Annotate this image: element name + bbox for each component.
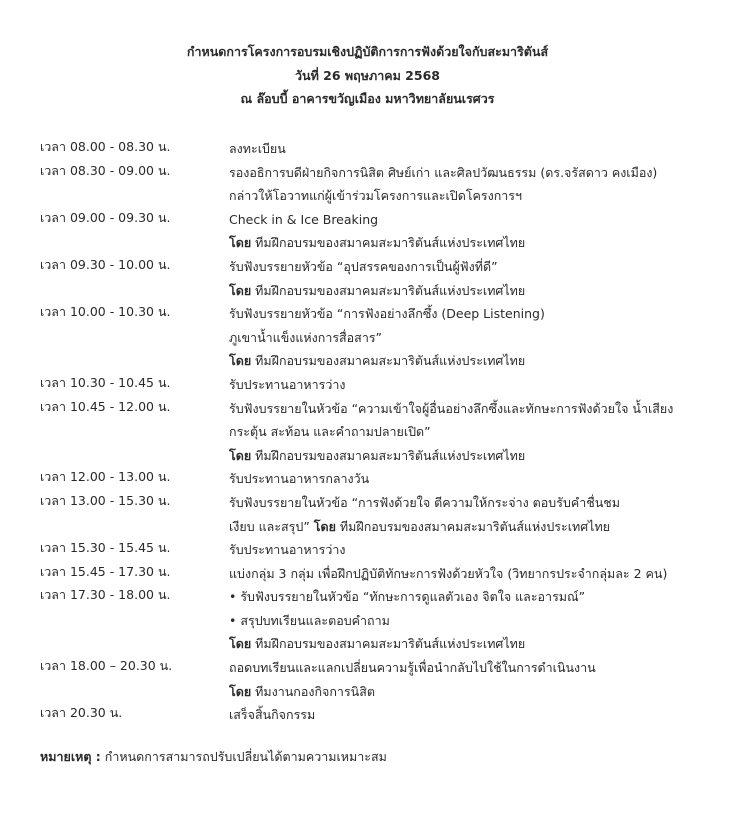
schedule-line-text: ทีมฝึกอบรมของสมาคมสะมาริตันส์แห่งประเทศไทย [255, 353, 526, 369]
schedule-line [229, 349, 730, 373]
schedule-line [229, 538, 730, 562]
schedule-line [229, 656, 730, 680]
schedule-time: เวลา 20.30 น. [40, 705, 123, 721]
schedule-time: เวลา 10.30 - 10.45 น. [40, 374, 171, 390]
schedule-row [40, 562, 730, 586]
schedule-line-text: ทีมฝึกอบรมของสมาคมสะมาริตันส์แห่งประเทศไทย [255, 636, 526, 652]
schedule-details [229, 562, 730, 586]
schedule-line [229, 208, 730, 232]
schedule-line-text: Check in & Ice Breaking [229, 211, 379, 227]
schedule-line-text: ทีมงานกองกิจการนิสิต [255, 683, 375, 699]
schedule-line-text: ทีมฝึกอบรมของสมาคมสะมาริตันส์แห่งประเทศไทย [255, 282, 526, 298]
schedule-line [229, 491, 730, 515]
remark-label: หมายเหตุ : [40, 749, 101, 764]
schedule-row [40, 703, 730, 727]
schedule-line-text: รับฟังบรรยายในหัวข้อ “การฟังด้วยใจ ตีความให้กระจ่าง ตอบรับคำชื่นชม [229, 494, 621, 510]
schedule-time: เวลา 15.30 - 15.45 น. [40, 540, 171, 556]
schedule-line-text: • สรุปบทเรียนและตอบคำถาม [229, 612, 390, 628]
schedule-line-text: ทีมฝึกอบรมของสมาคมสะมาริตันส์แห่งประเทศไทย [255, 235, 526, 251]
schedule-details [229, 302, 730, 373]
schedule-line-text: ลงทะเบียน [229, 141, 286, 156]
schedule-row [40, 255, 730, 302]
schedule-details [229, 137, 730, 161]
by-label: โดย [229, 683, 252, 699]
schedule-row [40, 208, 730, 255]
schedule-line-text: ทีมฝึกอบรมของสมาคมสะมาริตันส์แห่งประเทศไทย [255, 447, 526, 463]
schedule-time: เวลา 17.30 - 18.00 น. [40, 587, 171, 603]
schedule-details [229, 397, 730, 468]
schedule-line-text: • รับฟังบรรยายในหัวข้อ “ทักษะการดูแลตัวเอง จิตใจ และอารมณ์” [229, 589, 586, 605]
schedule-time: เวลา 12.00 - 13.00 น. [40, 469, 171, 485]
schedule-row [40, 538, 730, 562]
schedule-details [229, 491, 730, 538]
schedule-time: เวลา 10.45 - 12.00 น. [40, 398, 171, 414]
schedule-line [229, 609, 730, 633]
schedule-time: เวลา 13.00 - 15.30 น. [40, 492, 171, 508]
schedule-time: เวลา 15.45 - 17.30 น. [40, 563, 171, 579]
schedule-line [229, 326, 730, 350]
schedule-line-text: รองอธิการบดีฝ่ายกิจการนิสิต ศิษย์เก่า และศิลปวัฒนธรรม (ดร.จรัสดาว คงเมือง) [229, 164, 658, 180]
schedule-line-text: เงียบ และสรุป” [229, 518, 310, 534]
schedule-row [40, 656, 730, 703]
schedule-row [40, 585, 730, 656]
document-title: กำหนดการโครงการอบรมเชิงปฏิบัติการการฟังด้วยใจกับสะมาริตันส์ [186, 44, 549, 59]
schedule-line [229, 255, 730, 279]
schedule-line [229, 444, 730, 468]
schedule-row [40, 467, 730, 491]
schedule-line [229, 397, 730, 421]
schedule-time: เวลา 10.00 - 10.30 น. [40, 304, 171, 320]
schedule-line-text: ถอดบทเรียนและแลกเปลี่ยนความรู้เพื่อนำกลับไปใช้ในการดำเนินงาน [229, 660, 596, 676]
schedule-row [40, 161, 730, 208]
schedule-line-text: รับฟังบรรยายหัวข้อ “การฟังอย่างลึกซึ้ง (Deep Listening) [229, 306, 545, 322]
schedule-row [40, 397, 730, 468]
remark [40, 745, 387, 768]
schedule-line-text: รับฟังบรรยายในหัวข้อ “ความเข้าใจผู้อื่นอย่างลึกซึ้งและทักษะการฟังด้วยใจ น้ำเสียง [229, 400, 674, 416]
by-label: โดย [229, 353, 252, 369]
schedule-details [229, 703, 730, 727]
by-label: โดย [229, 235, 252, 251]
schedule-time: เวลา 18.00 – 20.30 น. [40, 658, 173, 674]
schedule-row [40, 373, 730, 397]
schedule-line-text: รับประทานอาหารว่าง [229, 376, 346, 392]
by-label: โดย [229, 282, 252, 298]
schedule-list [40, 137, 730, 727]
document-header [0, 40, 735, 111]
schedule-line [229, 184, 730, 208]
schedule-line-text: รับประทานอาหารกลางวัน [229, 471, 370, 487]
schedule-details [229, 255, 730, 302]
schedule-line-text: รับฟังบรรยายหัวข้อ “อุปสรรคของการเป็นผู้ฟังที่ดี” [229, 258, 498, 274]
schedule-details [229, 656, 730, 703]
schedule-line [229, 279, 730, 303]
schedule-line [229, 137, 730, 161]
schedule-line [229, 703, 730, 727]
schedule-line [229, 467, 730, 491]
schedule-line [229, 585, 730, 609]
schedule-line [229, 680, 730, 704]
schedule-line [229, 373, 730, 397]
by-label: โดย [229, 447, 252, 463]
schedule-details [229, 585, 730, 656]
schedule-line [229, 515, 730, 539]
schedule-line-text: กล่าวให้โอวาทแก่ผู้เข้าร่วมโครงการและเปิดโครงการฯ [229, 188, 523, 204]
schedule-time: เวลา 08.00 - 08.30 น. [40, 139, 171, 154]
by-label: โดย [313, 518, 336, 534]
schedule-row [40, 137, 730, 161]
schedule-row [40, 491, 730, 538]
schedule-line [229, 420, 730, 444]
schedule-time: เวลา 08.30 - 09.00 น. [40, 162, 171, 178]
schedule-details [229, 467, 730, 491]
schedule-line-text: แบ่งกลุ่ม 3 กลุ่ม เพื่อฝึกปฏิบัติทักษะการฟังด้วยหัวใจ (วิทยากรประจำกลุ่มละ 2 คน) [229, 565, 668, 581]
schedule-details [229, 208, 730, 255]
remark-text: กำหนดการสามารถปรับเปลี่ยนได้ตามความเหมาะสม [104, 749, 387, 764]
schedule-time: เวลา 09.30 - 10.00 น. [40, 256, 171, 272]
schedule-line [229, 231, 730, 255]
schedule-details [229, 373, 730, 397]
document-date: วันที่ 26 พฤษภาคม 2568 [295, 67, 440, 83]
schedule-details [229, 538, 730, 562]
schedule-time: เวลา 09.00 - 09.30 น. [40, 209, 171, 225]
schedule-line-text: รับประทานอาหารว่าง [229, 542, 346, 558]
schedule-line [229, 562, 730, 586]
schedule-line [229, 632, 730, 656]
schedule-row [40, 302, 730, 373]
document-venue: ณ ล๊อบบี้ อาคารขวัญเมือง มหาวิทยาลัยนเรศวร [240, 91, 495, 106]
schedule-line-text: เสร็จสิ้นกิจกรรม [229, 707, 316, 723]
schedule-line-text: กระตุ้น สะท้อน และคำถามปลายเปิด” [229, 424, 431, 440]
schedule-details [229, 161, 730, 208]
schedule-line [229, 161, 730, 185]
schedule-line-text: ภูเขาน้ำแข็งแห่งการสื่อสาร” [229, 329, 383, 345]
by-label: โดย [229, 636, 252, 652]
schedule-line-presenter: ทีมฝึกอบรมของสมาคมสะมาริตันส์แห่งประเทศไทย [339, 518, 611, 534]
schedule-line [229, 302, 730, 326]
